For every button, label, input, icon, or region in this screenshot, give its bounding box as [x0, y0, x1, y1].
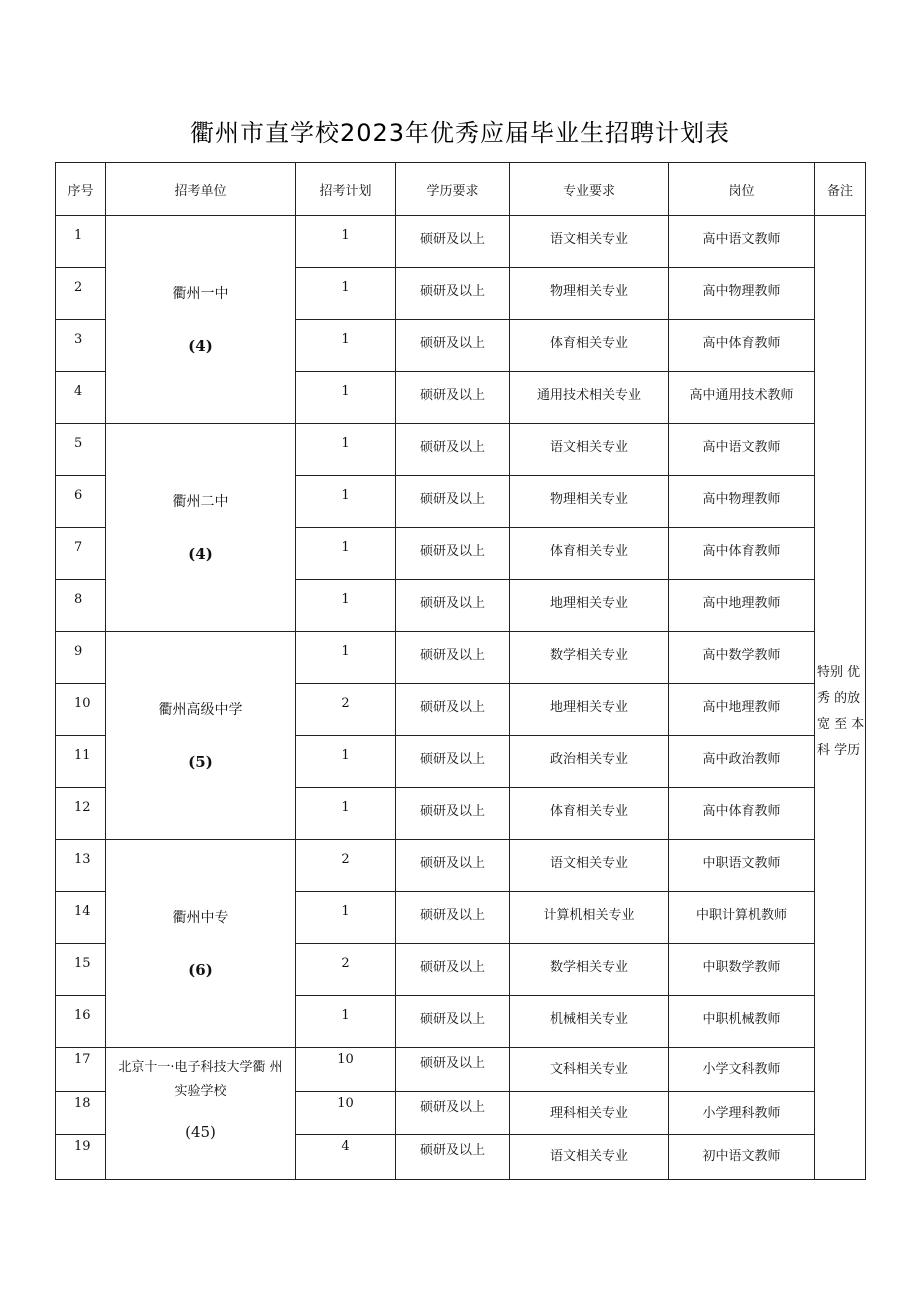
- row-seq: 18: [56, 1092, 106, 1135]
- remark-cell: [815, 216, 866, 1180]
- remark-text: 特别 优秀 的放 宽 至 本科 学历: [817, 664, 865, 758]
- row-plan: 2: [296, 840, 396, 892]
- row-plan: 1: [296, 632, 396, 684]
- row-major: 政治相关专业: [510, 736, 669, 788]
- unit-count: (5): [188, 752, 213, 771]
- row-post: 高中语文教师: [669, 216, 815, 268]
- header-seq: 序号: [56, 163, 106, 216]
- row-seq: 14: [56, 892, 106, 944]
- unit-count: (4): [188, 336, 213, 355]
- row-education: 硕研及以上: [396, 580, 510, 632]
- row-seq: 12: [56, 788, 106, 840]
- unit-name: 衢州高级中学: [158, 701, 243, 718]
- row-major: 语文相关专业: [510, 216, 669, 268]
- unit-count: (45): [185, 1123, 216, 1141]
- row-education: 硕研及以上: [396, 476, 510, 528]
- unit-cell: [106, 216, 296, 424]
- row-major: 地理相关专业: [510, 580, 669, 632]
- unit-name: 北京十一·电子科技大学衢 州实验学校: [118, 1060, 283, 1099]
- row-education: 硕研及以上: [396, 632, 510, 684]
- unit-count: (6): [188, 960, 213, 979]
- header-plan: 招考计划: [296, 163, 396, 216]
- row-plan: 1: [296, 580, 396, 632]
- table-row: [56, 424, 866, 476]
- header-remark: 备注: [815, 163, 866, 216]
- row-education: 硕研及以上: [396, 788, 510, 840]
- row-seq: 4: [56, 372, 106, 424]
- row-education: 硕研及以上: [396, 372, 510, 424]
- row-post: 高中体育教师: [669, 788, 815, 840]
- row-plan: 10: [296, 1092, 396, 1135]
- row-plan: 1: [296, 528, 396, 580]
- row-plan: 2: [296, 684, 396, 736]
- row-education: 硕研及以上: [396, 1048, 510, 1092]
- row-major: 体育相关专业: [510, 528, 669, 580]
- row-plan: 1: [296, 476, 396, 528]
- row-post: 中职计算机教师: [669, 892, 815, 944]
- row-post: 高中物理教师: [669, 476, 815, 528]
- row-major: 通用技术相关专业: [510, 372, 669, 424]
- row-education: 硕研及以上: [396, 216, 510, 268]
- unit-name: 衢州一中: [172, 285, 229, 302]
- row-post: 中职语文教师: [669, 840, 815, 892]
- row-seq: 6: [56, 476, 106, 528]
- row-major: 机械相关专业: [510, 996, 669, 1048]
- row-post: 高中政治教师: [669, 736, 815, 788]
- table-header-row: [56, 163, 866, 216]
- row-post: 高中体育教师: [669, 320, 815, 372]
- row-seq: 5: [56, 424, 106, 476]
- row-major: 语文相关专业: [510, 840, 669, 892]
- row-major: 地理相关专业: [510, 684, 669, 736]
- unit-cell: [106, 632, 296, 840]
- row-education: 硕研及以上: [396, 320, 510, 372]
- row-post: 小学文科教师: [669, 1048, 815, 1092]
- row-major: 体育相关专业: [510, 788, 669, 840]
- row-plan: 10: [296, 1048, 396, 1092]
- page-title: 衢州市直学校2023年优秀应届毕业生招聘计划表: [189, 119, 731, 147]
- row-seq: 16: [56, 996, 106, 1048]
- row-education: 硕研及以上: [396, 944, 510, 996]
- row-plan: 1: [296, 892, 396, 944]
- row-major: 理科相关专业: [510, 1092, 669, 1135]
- row-post: 高中数学教师: [669, 632, 815, 684]
- row-post: 高中地理教师: [669, 684, 815, 736]
- row-plan: 1: [296, 788, 396, 840]
- row-post: 小学理科教师: [669, 1092, 815, 1135]
- row-education: 硕研及以上: [396, 684, 510, 736]
- unit-count: (4): [188, 544, 213, 563]
- row-post: 高中物理教师: [669, 268, 815, 320]
- row-education: 硕研及以上: [396, 268, 510, 320]
- row-education: 硕研及以上: [396, 1135, 510, 1180]
- table-row: [56, 632, 866, 684]
- row-seq: 10: [56, 684, 106, 736]
- row-post: 高中语文教师: [669, 424, 815, 476]
- row-post: 中职数学教师: [669, 944, 815, 996]
- row-plan: 1: [296, 320, 396, 372]
- recruitment-table: [55, 162, 866, 1180]
- row-education: 硕研及以上: [396, 996, 510, 1048]
- row-post: 高中地理教师: [669, 580, 815, 632]
- unit-name: 衢州中专: [172, 909, 229, 926]
- table-row: [56, 216, 866, 268]
- row-education: 硕研及以上: [396, 840, 510, 892]
- row-major: 语文相关专业: [510, 1135, 669, 1180]
- row-seq: 9: [56, 632, 106, 684]
- row-education: 硕研及以上: [396, 892, 510, 944]
- row-seq: 3: [56, 320, 106, 372]
- row-plan: 1: [296, 424, 396, 476]
- table-row: [56, 840, 866, 892]
- row-seq: 13: [56, 840, 106, 892]
- row-seq: 1: [56, 216, 106, 268]
- row-major: 文科相关专业: [510, 1048, 669, 1092]
- row-seq: 2: [56, 268, 106, 320]
- header-unit: 招考单位: [106, 163, 296, 216]
- row-post: 高中通用技术教师: [669, 372, 815, 424]
- row-major: 数学相关专业: [510, 944, 669, 996]
- unit-name: 衢州二中: [172, 493, 229, 510]
- row-plan: 1: [296, 996, 396, 1048]
- row-major: 物理相关专业: [510, 268, 669, 320]
- row-major: 物理相关专业: [510, 476, 669, 528]
- row-education: 硕研及以上: [396, 736, 510, 788]
- row-major: 数学相关专业: [510, 632, 669, 684]
- header-major: 专业要求: [510, 163, 669, 216]
- unit-cell: [106, 1048, 296, 1180]
- table-row: [56, 1048, 866, 1092]
- row-seq: 11: [56, 736, 106, 788]
- row-major: 计算机相关专业: [510, 892, 669, 944]
- row-seq: 8: [56, 580, 106, 632]
- header-education: 学历要求: [396, 163, 510, 216]
- unit-cell: [106, 840, 296, 1048]
- row-post: 初中语文教师: [669, 1135, 815, 1180]
- row-plan: 1: [296, 216, 396, 268]
- row-major: 体育相关专业: [510, 320, 669, 372]
- row-plan: 1: [296, 736, 396, 788]
- row-plan: 1: [296, 268, 396, 320]
- row-post: 高中体育教师: [669, 528, 815, 580]
- row-plan: 1: [296, 372, 396, 424]
- row-plan: 4: [296, 1135, 396, 1180]
- unit-cell: [106, 424, 296, 632]
- row-major: 语文相关专业: [510, 424, 669, 476]
- row-education: 硕研及以上: [396, 424, 510, 476]
- row-education: 硕研及以上: [396, 1092, 510, 1135]
- row-education: 硕研及以上: [396, 528, 510, 580]
- row-seq: 7: [56, 528, 106, 580]
- table-body: [56, 216, 866, 1180]
- row-seq: 19: [56, 1135, 106, 1180]
- header-post: 岗位: [669, 163, 815, 216]
- row-post: 中职机械教师: [669, 996, 815, 1048]
- row-plan: 2: [296, 944, 396, 996]
- row-seq: 15: [56, 944, 106, 996]
- row-seq: 17: [56, 1048, 106, 1092]
